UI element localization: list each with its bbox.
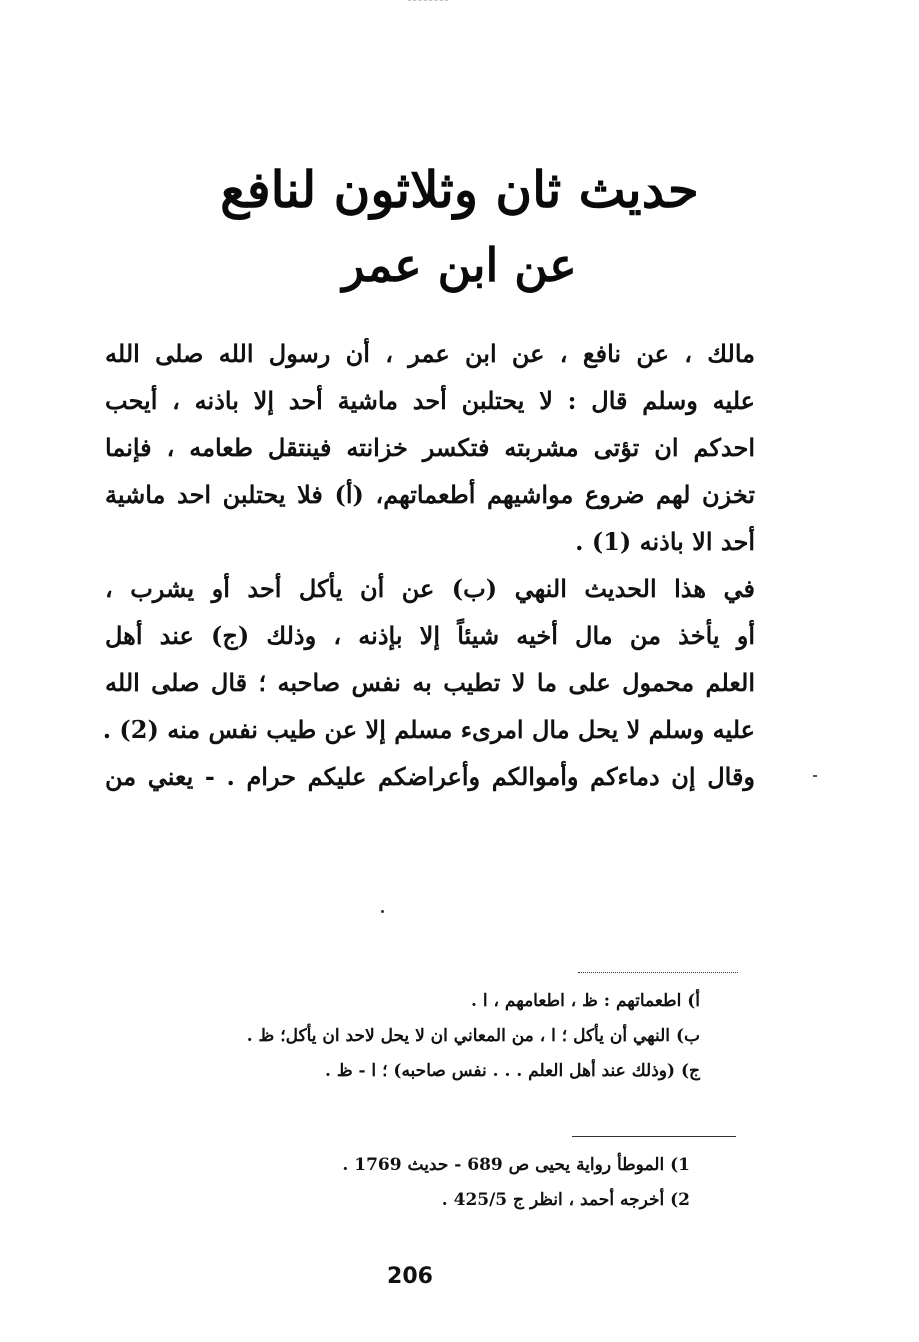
top-scan-mark bbox=[408, 0, 448, 5]
text-line: العلم محمول على ما لا تطيب به نفس صاحبه ؛ قال صلى الله bbox=[105, 668, 755, 697]
variant-note: ج) (وذلك عند أهل العلم . . . نفس صاحبه) ؛ ا - ظ . bbox=[324, 1061, 700, 1081]
chapter-subtitle: عن ابن عمر bbox=[342, 238, 577, 292]
page-number: 206 bbox=[387, 1264, 433, 1289]
hadith-text bbox=[105, 330, 755, 565]
text-line: احدكم ان تؤتى مشربته فتكسر خزانته فينتقل طعامه ، فإنما bbox=[105, 433, 755, 462]
footnote: 2) أخرجه أحمد ، انظر ج 425/5 . bbox=[441, 1190, 690, 1210]
commentary-text bbox=[102, 565, 756, 800]
text-line: عليه وسلم قال : لا يحتلبن أحد ماشية أحد إلا باذنه ، أيحب bbox=[105, 386, 755, 415]
chapter-title: حديث ثان وثلاثون لنافع bbox=[220, 160, 699, 219]
text-line: أو يأخذ من مال أخيه شيئاً إلا بإذنه ، وذلك (ج) عند أهل bbox=[105, 621, 755, 650]
variant-note: أ) اطعماتهم : ظ ، اطعامهم ، ا . bbox=[471, 991, 700, 1011]
footnotes bbox=[260, 1148, 690, 1218]
text-line: تخزن لهم ضروع مواشيهم أطعماتهم، (أ) فلا يحتلبن احد ماشية bbox=[105, 480, 755, 509]
text-line: أحد الا باذنه (1) . bbox=[575, 527, 755, 556]
variant-notes-divider bbox=[578, 972, 738, 973]
scan-speck bbox=[381, 910, 384, 913]
text-line: مالك ، عن نافع ، عن ابن عمر ، أن رسول الله صلى الله bbox=[105, 339, 755, 368]
scan-speck bbox=[813, 775, 817, 777]
variant-notes bbox=[200, 984, 700, 1089]
text-line: في هذا الحديث النهي (ب) عن أن يأكل أحد أو يشرب ، bbox=[105, 574, 755, 603]
footnotes-divider bbox=[572, 1136, 736, 1137]
text-line: عليه وسلم لا يحل مال امرىء مسلم إلا عن طيب نفس منه (2) . bbox=[102, 715, 755, 744]
text-line: وقال إن دماءكم وأموالكم وأعراضكم عليكم حرام . - يعني من bbox=[105, 762, 756, 791]
variant-note: ب) النهي أن يأكل ؛ ا ، من المعاني ان لا يحل لاحد ان يأكل؛ ظ . bbox=[246, 1026, 700, 1046]
footnote: 1) الموطأ رواية يحيى ص 689 - حديث 1769 . bbox=[342, 1155, 690, 1175]
